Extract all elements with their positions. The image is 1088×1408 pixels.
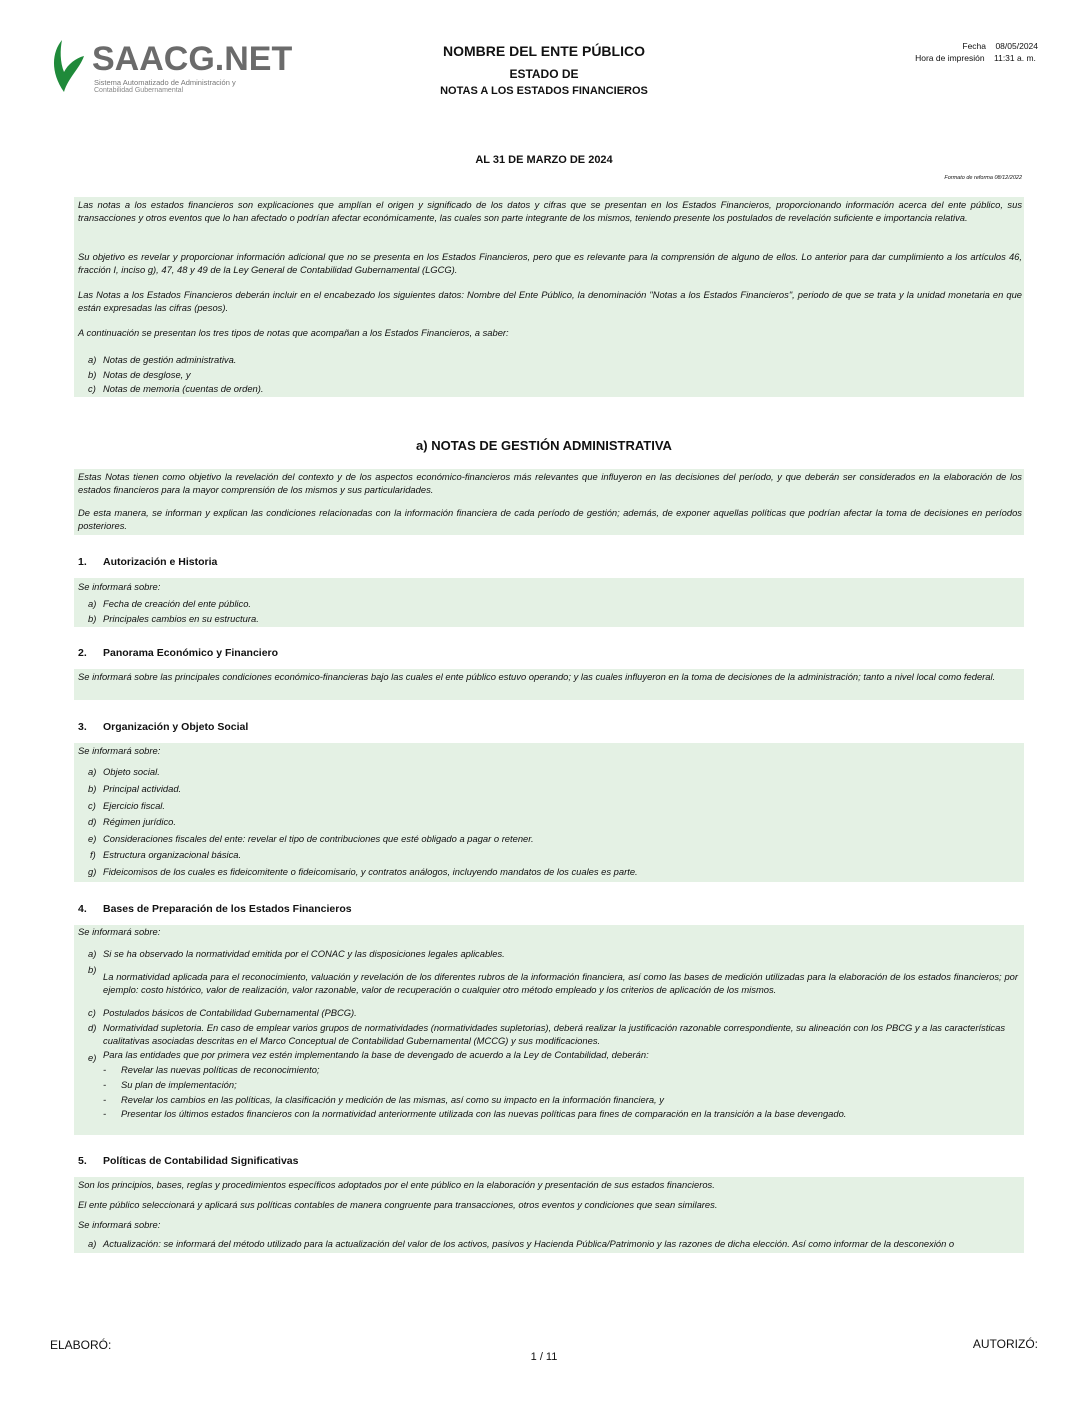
page-number: 1 / 11 — [530, 1351, 558, 1363]
dash-item: - Su plan de implementación; — [103, 1079, 237, 1090]
list-item: b) Notas de desglose, y — [88, 369, 191, 380]
heading-2: 2. Panorama Económico y Financiero — [78, 647, 279, 659]
intro-paragraph: A continuación se presentan los tres tipos de notas que acompañan a los Estados Financieros, a saber: — [78, 327, 509, 338]
dash-item: - Revelar los cambios en las políticas, la clasificación y medición de las mismas, así como su impacto en la información financiera, y — [103, 1094, 664, 1105]
list-item: a) Actualización: se informará del método utilizado para la actualización del valor de los activos, pasivos y Hacienda Pública/Patrimonio y las razones de dicha elección. Así como informar de la desconexión o — [88, 1238, 955, 1249]
list-item: a) Notas de gestión administrativa. — [88, 354, 237, 365]
heading-1: 1. Autorización e Historia — [78, 556, 218, 568]
list-item: f) Estructura organizacional básica. — [90, 849, 242, 860]
period: AL 31 DE MARZO DE 2024 — [475, 154, 613, 166]
statement-label: ESTADO DE — [509, 67, 579, 81]
paragraph: Son los principios, bases, reglas y procedimientos específicos adoptados por el ente público en la elaboración y presentación de sus estados financieros. — [78, 1179, 715, 1190]
list-item: b) Principal actividad. — [88, 783, 182, 794]
list-item: a) Objeto social. — [88, 766, 160, 777]
section-title: a) NOTAS DE GESTIÓN ADMINISTRATIVA — [416, 438, 672, 453]
list-item: d) Normatividad supletoria. En caso de emplear varios grupos de normatividades (normatividades supletorias), deberá realizar la justificación razonable correspondiente, su alineación con los PBCG y a las características cualitativas asociadas descritas en el Marco Conceptual de Contabilidad Gubernamental (MCCG) y sus modificaciones. — [88, 1022, 1006, 1046]
paragraph: El ente público seleccionará y aplicará sus políticas contables de manera congruente para transacciones, otros eventos y condiciones que sean similares. — [78, 1199, 718, 1210]
list-item: e) Para las entidades que por primera vez estén implementando la base de devengado de acuerdo a la Ley de Contabilidad, deberán: — [88, 1049, 649, 1063]
paragraph: Estas Notas tienen como objetivo la revelación del contexto y de los aspectos económico-financieros más relevantes que influyeron en las decisiones del período, y que deberán ser considerados en la elaboración de los estados financieros para la mayor comprensión de los mismos y sus particularidades. — [78, 471, 1022, 495]
entity-name: NOMBRE DEL ENTE PÚBLICO — [443, 43, 645, 59]
format-note: Formato de reforma 08/12/2022 — [944, 175, 1022, 181]
paragraph: De esta manera, se informan y explican las condiciones relacionadas con la información financiera de cada período de gestión; además, de exponer aquellas políticas que podrían afectar la toma de decisiones en períodos posteriores. — [78, 507, 1022, 531]
paragraph: Se informará sobre las principales condiciones económico-financieras bajo las cuales el ente público estuvo operando; y las cuales influyeron en la toma de decisiones de la administración; tanto a nivel local como federal. — [78, 671, 996, 682]
list-item: b) Principales cambios en su estructura. — [88, 613, 259, 624]
lead: Se informará sobre: — [78, 926, 161, 937]
prepared-by-label: ELABORÓ: — [50, 1338, 112, 1352]
list-item: e) Consideraciones fiscales del ente: revelar el tipo de contribuciones que esté obligado a pagar o retener. — [88, 833, 534, 844]
document-title: NOTAS A LOS ESTADOS FINANCIEROS — [440, 85, 648, 97]
logo-subtitle: Contabilidad Gubernamental — [94, 87, 184, 94]
list-item: b) La normatividad aplicada para el reconocimiento, valuación y revelación de los diferentes rubros de la información financiera, así como las bases de medición utilizadas para la elaboración de los estados financieros; por ejemplo: costo histórico, valor de realización, valor razonable, valor de recuperación o cualquier otro método empleado y los criterios de aplicación de los mismos. — [88, 964, 1018, 995]
intro-paragraph: Su objetivo es revelar y proporcionar información adicional que no se presenta en los Estados Financieros, pero que es relevante para la comprensión de alguno de ellos. Lo anterior para dar cumplimiento a los artículos 46, fracción I, inciso g), 47, 48 y 49 de la Ley General de Contabilidad Gubernamental (LGCG). — [78, 251, 1022, 275]
list-item: g) Fideicomisos de los cuales es fideicomitente o fideicomisario, y contratos análogos, incluyendo mandatos de los cuales es parte. — [88, 866, 638, 877]
intro-paragraph: Las notas a los estados financieros son explicaciones que amplían el origen y significado de los datos y cifras que se presentan en los Estados Financieros, proporcionando información acerca del ente público, sus transacciones y otros eventos que lo han afectado o podrían afectar económicamente, las cuales son parte integrante de los mismos, teniendo presente los postulados de revelación suficiente e importancia relativa. — [78, 199, 1022, 223]
list-item: c) Postulados básicos de Contabilidad Gubernamental (PBCG). — [88, 1007, 357, 1018]
heading-4: 4. Bases de Preparación de los Estados Financieros — [78, 903, 352, 915]
print-info — [915, 40, 1038, 64]
lead: Se informará sobre: — [78, 581, 161, 592]
date-label: Fecha — [962, 41, 986, 51]
heading-3: 3. Organización y Objeto Social — [78, 721, 249, 733]
lead: Se informará sobre: — [78, 1219, 161, 1230]
list-item: c) Ejercicio fiscal. — [88, 800, 165, 811]
dash-item: - Presentar los últimos estados financieros con la normatividad anteriormente utilizada con las nuevas políticas para fines de comparación en la transición a la base devengado. — [103, 1108, 847, 1119]
intro-paragraph: Las Notas a los Estados Financieros deberán incluir en el encabezado los siguientes datos: Nombre del Ente Público, la denominación "Notas a los Estados Financieros", periodo de que se trata y la unidad monetaria en que están expresadas las cifras (pesos). — [78, 289, 1022, 313]
time-label: Hora de impresión — [915, 53, 985, 63]
dash-item: - Revelar las nuevas políticas de reconocimiento; — [103, 1064, 320, 1075]
list-item: a) Fecha de creación del ente público. — [88, 598, 252, 609]
logo-text: SAACG.NET — [92, 40, 293, 78]
list-item: d) Régimen jurídico. — [88, 816, 176, 827]
authorized-by-label: AUTORIZÓ: — [972, 1337, 1038, 1351]
logo-subtitle: Sistema Automatizado de Administración y — [94, 78, 236, 87]
heading-5: 5. Políticas de Contabilidad Significativas — [78, 1155, 299, 1167]
date-value: 08/05/2024 — [995, 41, 1038, 51]
time-value: 11:31 a. m. — [994, 53, 1036, 63]
list-item: a) Si se ha observado la normatividad emitida por el CONAC y las disposiciones legales aplicables. — [88, 948, 505, 959]
lead: Se informará sobre: — [78, 745, 161, 756]
list-item: c) Notas de memoria (cuentas de orden). — [88, 383, 264, 394]
